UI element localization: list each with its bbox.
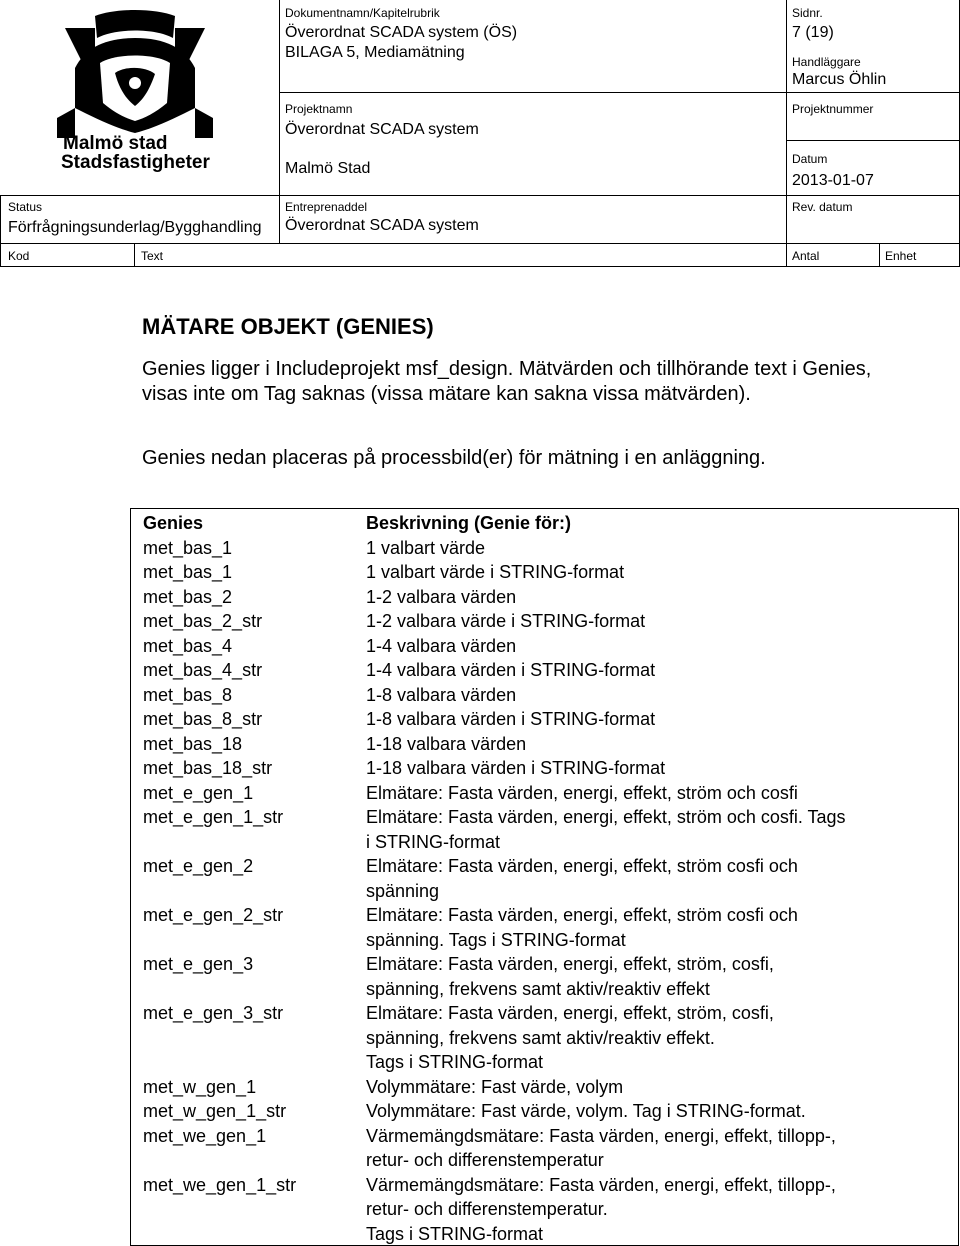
description-line: 1-2 valbara värde i STRING-format [366, 611, 646, 631]
genie-name: met_we_gen_1 [143, 1125, 267, 1146]
header-genies: Genies [143, 513, 204, 533]
description-line: 1 valbart värde i STRING-format [366, 562, 625, 582]
genie-name: met_e_gen_1_str [143, 807, 284, 827]
placement-paragraph: Genies nedan placeras på processbild(er) för mätning i en anläggning. [142, 447, 766, 469]
column-enhet: Enhet [885, 249, 917, 263]
description-line: Elmätare: Fasta värden, energi, effekt, ström och cosfi. Tags [366, 807, 846, 827]
divider [786, 0, 787, 243]
divider [279, 92, 960, 93]
description-line: 1 valbart värde [366, 537, 486, 558]
doc-title-line2: BILAGA 5, Mediamätning [285, 44, 465, 61]
genie-description [366, 732, 936, 757]
genie-description [366, 1001, 936, 1075]
description-line: Volymmätare: Fast värde, volym. Tag i STRING-format. [366, 1101, 806, 1121]
page-label: Sidnr. [792, 6, 823, 20]
genie-description [366, 854, 936, 903]
description-line: 1-18 valbara värden [366, 733, 527, 754]
description-line: retur- och differenstemperatur. [366, 1199, 608, 1219]
coat-of-arms-icon [55, 8, 215, 138]
divider [786, 243, 787, 267]
date-label: Datum [792, 152, 828, 166]
project-value: Överordnat SCADA system [285, 121, 479, 138]
genie-description [366, 903, 936, 952]
date-value: 2013-01-07 [792, 172, 874, 189]
genie-name: met_bas_8_str [143, 709, 263, 729]
genie-name: met_w_gen_1 [143, 1076, 257, 1097]
handler-label: Handläggare [792, 55, 861, 69]
genie-description [366, 1099, 936, 1124]
contract-label: Entreprenaddel [285, 200, 368, 214]
description-line: Tags i STRING-format [366, 1223, 544, 1244]
rev-date-label: Rev. datum [792, 200, 853, 214]
description-line: Elmätare: Fasta värden, energi, effekt, ström cosfi och [366, 856, 798, 876]
client-value: Malmö Stad [285, 160, 371, 177]
status-value: Förfrågningsunderlag/Bygghandling [8, 219, 262, 236]
intro-paragraph: Genies ligger i Includeprojekt msf_design. Mätvärden och tillhörande text i Genies, visas inte om Tag saknas (vissa mätare kan sakna vissa mätvärden). [142, 358, 872, 405]
header-description: Beskrivning (Genie för:) [366, 513, 572, 533]
description-line: Elmätare: Fasta värden, energi, effekt, ström cosfi och [366, 905, 798, 925]
divider [134, 243, 135, 267]
genie-description [366, 536, 936, 561]
genie-name: met_e_gen_1 [143, 782, 254, 803]
genie-name: met_e_gen_3 [143, 954, 254, 974]
description-line: Tags i STRING-format [366, 1052, 544, 1072]
handler-value: Marcus Öhlin [792, 71, 887, 88]
description-line: Elmätare: Fasta värden, energi, effekt, ström, cosfi, [366, 954, 774, 974]
logo-text-line2: Stadsfastigheter [61, 152, 210, 173]
genie-name: met_e_gen_2_str [143, 905, 284, 925]
description-line: 1-4 valbara värden i STRING-format [366, 660, 656, 680]
genie-description [366, 1075, 936, 1100]
divider [279, 0, 280, 243]
divider [0, 243, 960, 244]
logo [55, 8, 215, 173]
genie-description [366, 952, 936, 1001]
genies-table [130, 508, 959, 1246]
divider [879, 243, 880, 267]
description-line: Värmemängdsmätare: Fasta värden, energi, effekt, tillopp-, [366, 1174, 836, 1195]
genie-description [366, 1124, 936, 1173]
description-line: spänning, frekvens samt aktiv/reaktiv effekt [366, 978, 710, 999]
description-line: Volymmätare: Fast värde, volym [366, 1076, 624, 1097]
project-label: Projektnamn [285, 102, 353, 116]
genie-name: met_bas_2 [143, 586, 233, 607]
genie-name: met_we_gen_1_str [143, 1174, 297, 1195]
description-line: Elmätare: Fasta värden, energi, effekt, ström, cosfi, [366, 1003, 774, 1023]
genie-name: met_bas_18 [143, 733, 243, 754]
genie-description [366, 560, 936, 585]
column-antal: Antal [792, 249, 820, 263]
doc-title-line1: Överordnat SCADA system (ÖS) [285, 24, 518, 41]
genie-name: met_e_gen_3_str [143, 1003, 284, 1023]
description-line: spänning [366, 880, 440, 901]
genie-name: met_bas_8 [143, 684, 233, 705]
genie-description [366, 585, 936, 610]
contract-value: Överordnat SCADA system [285, 217, 479, 234]
divider [786, 140, 960, 141]
description-line: spänning. Tags i STRING-format [366, 929, 626, 950]
logo-text-line1: Malmö stad [63, 133, 168, 154]
page-value: 7 (19) [792, 24, 834, 41]
divider [0, 266, 960, 267]
divider [0, 195, 1, 267]
genie-name: met_e_gen_2 [143, 856, 254, 876]
description-line: spänning, frekvens samt aktiv/reaktiv effekt. [366, 1027, 715, 1048]
project-number-label: Projektnummer [792, 102, 874, 116]
description-line: i STRING-format [366, 831, 501, 852]
genie-description [366, 609, 936, 634]
divider [0, 195, 960, 196]
genie-name: met_bas_4_str [143, 660, 263, 680]
genie-name: met_bas_18_str [143, 758, 273, 778]
description-line: retur- och differenstemperatur [366, 1150, 604, 1170]
description-line: 1-2 valbara värden [366, 586, 517, 607]
genie-name: met_bas_4 [143, 635, 233, 656]
genie-description [366, 658, 936, 683]
genie-description [366, 756, 936, 781]
genie-description [366, 683, 936, 708]
description-line: Värmemängdsmätare: Fasta värden, energi, effekt, tillopp-, [366, 1125, 836, 1146]
genie-description [366, 781, 936, 806]
genie-name: met_bas_1 [143, 562, 233, 582]
section-heading: MÄTARE OBJEKT (GENIES) [142, 314, 434, 339]
genie-description [366, 634, 936, 659]
description-line: 1-8 valbara värden [366, 684, 517, 705]
description-line: 1-18 valbara värden i STRING-format [366, 758, 666, 778]
genie-description [366, 707, 936, 732]
genie-description [366, 805, 936, 854]
doc-label: Dokumentnamn/Kapitelrubrik [285, 6, 440, 20]
description-line: 1-4 valbara värden [366, 635, 517, 656]
genie-description [366, 1173, 936, 1246]
genie-name: met_bas_1 [143, 537, 233, 558]
column-text: Text [141, 249, 164, 263]
description-line: 1-8 valbara värden i STRING-format [366, 709, 656, 729]
description-line: Elmätare: Fasta värden, energi, effekt, ström och cosfi [366, 782, 798, 803]
genie-name: met_bas_2_str [143, 611, 263, 631]
genie-name: met_w_gen_1_str [143, 1101, 287, 1121]
status-label: Status [8, 200, 43, 214]
column-kod: Kod [8, 249, 30, 263]
